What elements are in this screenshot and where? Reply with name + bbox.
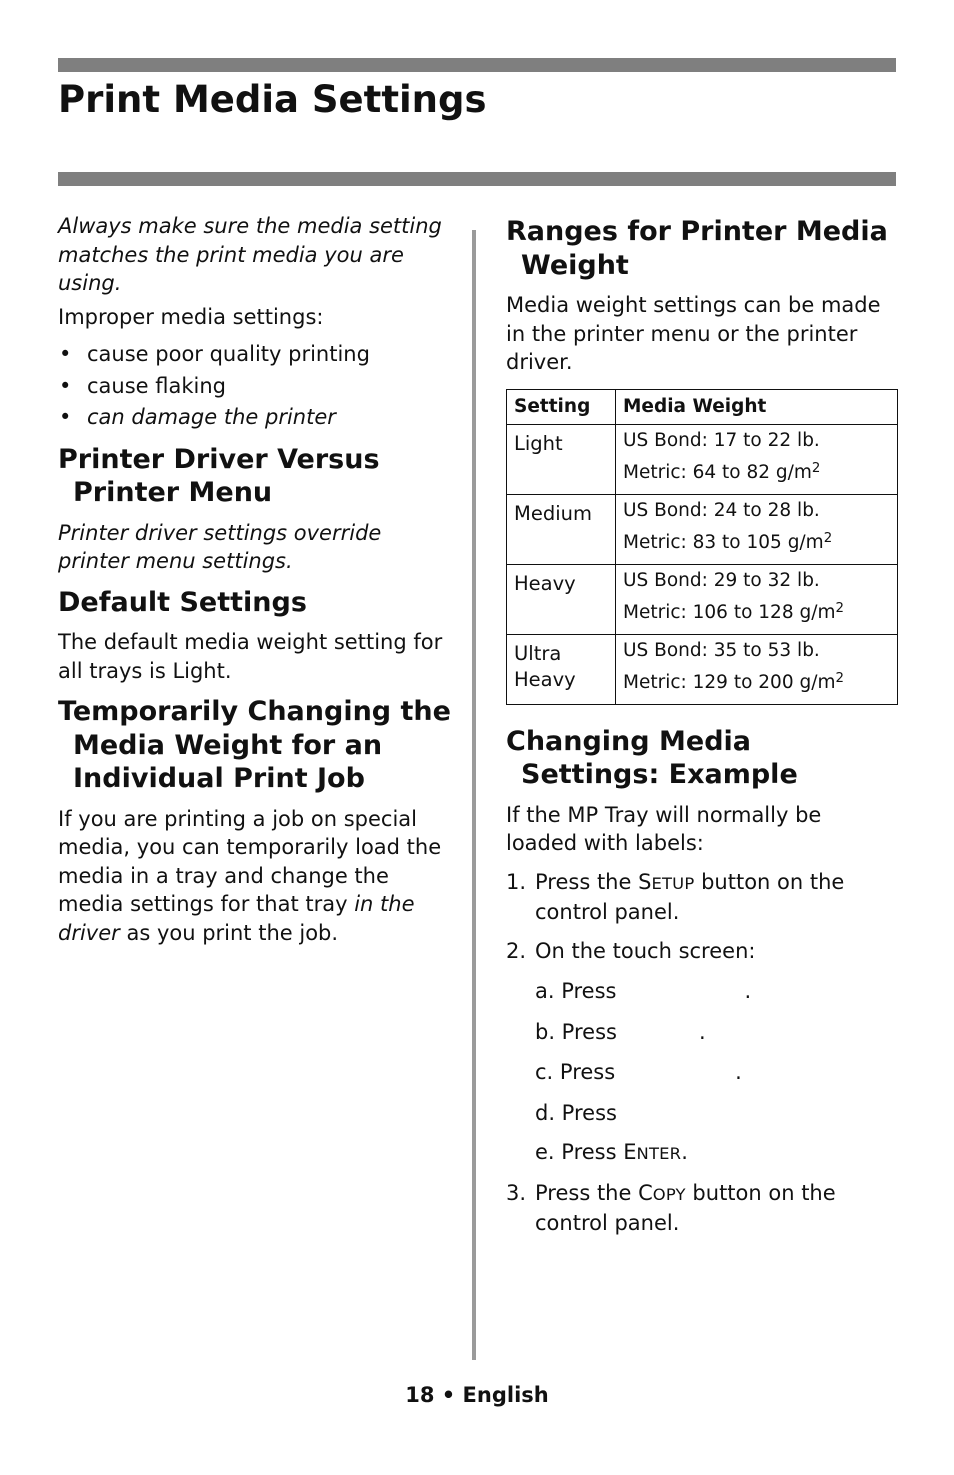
- temporarily-changing-text: [58, 805, 458, 948]
- weight-cell: [616, 564, 898, 634]
- unit-exponent: 2: [835, 670, 844, 686]
- page-title: Print Media Settings: [58, 78, 487, 121]
- sub-step-text: a. Press: [535, 979, 617, 1003]
- step-item: [506, 1179, 898, 1238]
- key-initial: E: [623, 1140, 637, 1164]
- sub-step-text: c. Press: [535, 1060, 616, 1084]
- text-run: Press the: [535, 1180, 639, 1205]
- section-heading-temporarily-changing: Temporarily Changing the Media Weight for an Individual Print Job: [58, 696, 451, 794]
- key-name-enter: [623, 1140, 681, 1164]
- key-name-copy: [638, 1181, 686, 1205]
- text-run: If you are printing a job on special media, you can temporarily load the media in a tray and change the media settings for that tray: [58, 806, 442, 916]
- footer-language: English: [462, 1383, 549, 1407]
- key-initial: C: [638, 1180, 653, 1205]
- section-heading-default-settings: Default Settings: [58, 586, 307, 618]
- us-bond: US Bond: 24 to 28 lb.: [623, 499, 820, 521]
- unit-exponent: 2: [823, 530, 833, 546]
- driver-override-note: Printer driver settings override printer menu settings.: [58, 520, 382, 573]
- us-bond: US Bond: 35 to 53 lb.: [623, 639, 820, 661]
- sub-step-item: [535, 977, 898, 1006]
- key-rest: ETUP: [651, 873, 695, 893]
- sub-step-trail: .: [735, 1060, 742, 1084]
- sub-step-item: [535, 1058, 898, 1087]
- text-run: as you print the job.: [119, 920, 339, 945]
- section-heading-changing-media-example: Changing Media Settings: Example: [506, 725, 798, 790]
- metric: Metric: 106 to 128 g/m: [623, 601, 836, 623]
- list-item: • cause flaking: [58, 371, 458, 403]
- setting-cell: Medium: [507, 494, 616, 564]
- step-item: [506, 868, 898, 927]
- page-number: 18: [405, 1383, 435, 1407]
- media-weight-table: [506, 389, 898, 705]
- list-item: • can damage the printer: [58, 402, 458, 434]
- step-number: 3.: [506, 1180, 527, 1205]
- step-item: [506, 937, 898, 1169]
- text-run-emphasis: in the driver: [58, 892, 415, 945]
- key-initial: S: [638, 869, 652, 894]
- example-intro: If the MP Tray will normally be loaded with labels:: [506, 802, 822, 855]
- sub-step-text: e. Press: [535, 1140, 624, 1164]
- example-steps: [506, 868, 898, 1238]
- improper-settings-list: [58, 339, 458, 434]
- section-heading-driver-vs-menu: Printer Driver Versus Printer Menu: [58, 443, 380, 508]
- metric: Metric: 83 to 105 g/m: [623, 531, 824, 553]
- improper-settings-label: Improper media settings:: [58, 304, 324, 329]
- sub-step-item: [535, 1138, 898, 1169]
- us-bond: US Bond: 29 to 32 lb.: [623, 569, 820, 591]
- setting-cell: Light: [507, 424, 616, 494]
- table-row: [507, 634, 898, 704]
- sub-step-item: [535, 1099, 898, 1128]
- sub-step-text: b. Press: [535, 1019, 617, 1044]
- footer-separator: •: [441, 1383, 456, 1407]
- table-header-row: [507, 389, 898, 424]
- key-name-setup: [638, 870, 694, 894]
- weight-cell: [616, 634, 898, 704]
- table-row: [507, 424, 898, 494]
- list-item: • cause poor quality printing: [58, 339, 458, 371]
- text-run: button on the control panel.: [535, 869, 845, 924]
- column-header-media-weight: Media Weight: [616, 389, 898, 424]
- left-column: [58, 212, 458, 947]
- sub-step-trail: .: [681, 1140, 688, 1164]
- column-header-setting: Setting: [507, 389, 616, 424]
- column-divider: [472, 230, 476, 1360]
- metric: Metric: 64 to 82 g/m: [623, 461, 812, 483]
- sub-step-item: [535, 1018, 898, 1047]
- ranges-text: Media weight settings can be made in the printer menu or the printer driver.: [506, 293, 881, 374]
- sub-step-trail: .: [744, 979, 752, 1003]
- sub-step-text: d. Press: [535, 1100, 617, 1125]
- metric: Metric: 129 to 200 g/m: [623, 671, 836, 693]
- setting-line: Ultra: [514, 641, 562, 665]
- table-row: [507, 494, 898, 564]
- right-column: [506, 212, 898, 1238]
- weight-cell: [616, 494, 898, 564]
- key-rest: OPY: [652, 1184, 686, 1204]
- unit-exponent: 2: [835, 600, 844, 616]
- weight-cell: [616, 424, 898, 494]
- title-bottom-rule: [58, 172, 896, 186]
- setting-cell: Heavy: [507, 564, 616, 634]
- page-footer: [0, 1381, 954, 1409]
- step-number: 1.: [506, 869, 527, 894]
- top-rule: [58, 58, 896, 72]
- setting-cell: [507, 634, 616, 704]
- text-run: Press the: [535, 869, 639, 894]
- default-settings-text: The default media weight setting for all trays is Light.: [58, 630, 443, 683]
- sub-step-trail: .: [698, 1019, 706, 1044]
- step-text: On the touch screen:: [535, 938, 756, 963]
- setting-line: Heavy: [514, 667, 576, 691]
- intro-note: Always make sure the media setting matches the print media you are using.: [58, 214, 442, 295]
- section-heading-ranges: Ranges for Printer Media Weight: [506, 216, 888, 281]
- step-number: 2.: [506, 938, 527, 963]
- key-rest: NTER: [636, 1144, 682, 1163]
- table-row: [507, 564, 898, 634]
- us-bond: US Bond: 17 to 22 lb.: [623, 429, 820, 451]
- unit-exponent: 2: [811, 460, 821, 476]
- sub-steps: [535, 977, 898, 1169]
- text-run: button on the control panel.: [535, 1180, 836, 1235]
